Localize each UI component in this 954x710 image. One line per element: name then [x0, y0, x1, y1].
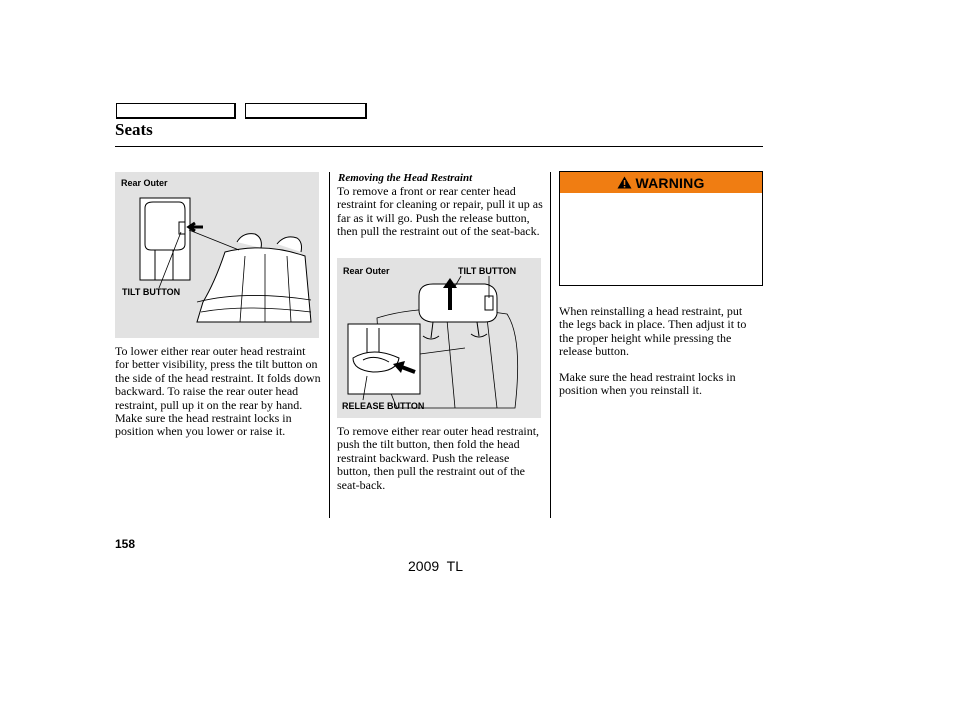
column2-paragraph2: To remove either rear outer head restraint, push the tilt button, then fold the head restraint backward. Push the release button, then pull the restraint out of the seat-back.: [337, 424, 540, 492]
column-divider-2: [550, 172, 551, 518]
warning-triangle-icon: [617, 176, 632, 189]
column3-paragraph1: When reinstalling a head restraint, put the legs back in place. Then adjust it to the proper height while pressing the release button.: [559, 304, 747, 359]
nav-tab-2[interactable]: [245, 103, 367, 119]
column1-paragraph: To lower either rear outer head restraint for better visibility, press the tilt button on the side of the head restraint. It folds down backward. To raise the rear outer head restraint, pull up it on the rear by hand. Make sure the head restraint locks in position when you lower or raise it.: [115, 344, 321, 439]
figure-label-rear-outer: Rear Outer: [121, 178, 168, 188]
figure-label-release-button: RELEASE BUTTON: [342, 401, 425, 411]
column2-paragraph1: To remove a front or rear center head restraint for cleaning or repair, pull it up as far as it will go. Push the release button, then pull the restraint out of the seat-back.: [337, 184, 543, 239]
rear-outer-release-figure: [337, 258, 541, 418]
warning-header: [560, 172, 762, 193]
figure-label-tilt-button-2: TILT BUTTON: [458, 266, 517, 276]
figure-label-rear-outer-2: Rear Outer: [343, 266, 390, 276]
title-rule: [115, 146, 763, 147]
headrest-illustration: [337, 258, 541, 418]
page-number: 158: [115, 537, 136, 551]
seat-illustration: [115, 172, 319, 338]
warning-label: WARNING: [635, 174, 705, 191]
column-divider-1: [329, 172, 330, 518]
section-title: Seats: [115, 120, 153, 139]
model-footer: 2009 TL: [408, 558, 464, 574]
column3-paragraph2: Make sure the head restraint locks in position when you reinstall it.: [559, 370, 736, 398]
warning-box: [559, 171, 763, 286]
rear-outer-tilt-figure: [115, 172, 319, 338]
figure-label-tilt-button: TILT BUTTON: [122, 287, 181, 297]
nav-tab-1[interactable]: [116, 103, 236, 119]
subheading-removing-head-restraint: Removing the Head Restraint: [338, 172, 473, 184]
